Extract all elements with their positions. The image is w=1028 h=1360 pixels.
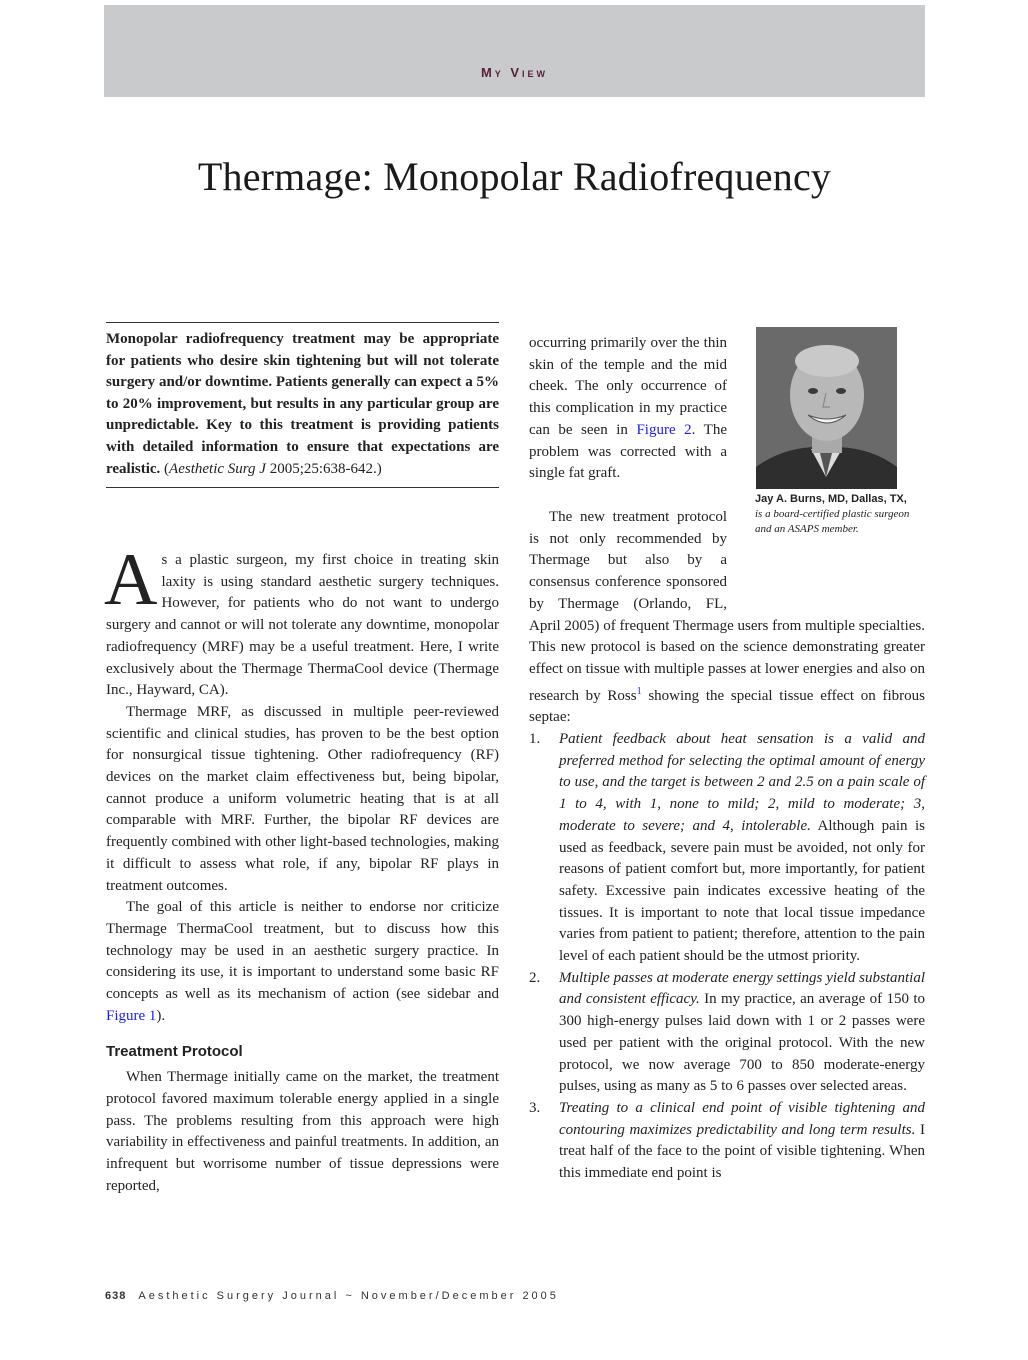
section-heading: Treatment Protocol: [106, 1043, 243, 1061]
list-item: 1. Patient feedback about heat sensation is a valid and preferred method for selecting the optimal amount of energy to use, and the target is between 2 and 2.5 on a pain scale of 1 to 4, with 1, none to mild; 2, mild to moderate; 3, moderate to severe; and 4, intolerable. Although pain is used as feedback, severe pain must be avoided, not only for reasons of patient comfort but, more importantly, for patient safety. Excessive pain indicates excessive heating of the tissues. It is important to note that local tissue impedance varies from patient to patient; therefore, attention to the pain level of each patient should be the utmost priority.: [529, 731, 926, 965]
drop-cap: A: [104, 539, 158, 621]
abstract-citation: (Aesthetic Surg J 2005;25:638-642.): [164, 460, 382, 477]
figure-2-link[interactable]: Figure 2: [636, 421, 692, 438]
list-item: 3. Treating to a clinical end point of visible tightening and contouring maximizes predictability and long term results. I treat half of the face to the point of visible tightening. When this immediate end point is: [529, 1099, 925, 1182]
section-label: My View: [480, 65, 549, 80]
article-title: Thermage: Monopolar Radiofrequency: [197, 154, 832, 199]
abstract-body: Monopolar radiofrequency treatment may be appropriate for patients who desire skin tightening but will not tolerate surgery and/or downtime. Patients generally can expect a 5% to 20% improvement, but results in any particular group are unpredictable. Key to this treatment is providing patients with detailed information to ensure that expectations are realistic.: [106, 331, 499, 477]
page-number: 638: [105, 1290, 127, 1302]
paragraph: When Thermage initially came on the market, the treatment protocol favored maximum tolerable energy applied in a single pass. The problems resulting from this approach were high variability in effectiveness and painful treatments. In addition, an infrequent but worrisome number of tissue depressions were reported,: [106, 1069, 499, 1194]
paragraph: The new treatment protocol is not only recommended by Thermage but also by a consensus conference sponsored by Thermage (Orlando, FL, April 2005) of frequent Thermage users from multiple specialties. This new protocol is based on the science demonstrating greater effect on tissue with multiple passes at lower energies and also on research by Ross$^1$ showing the special tissue effect on fibrous septae:: [529, 509, 925, 726]
figure-1-link[interactable]: Figure 1: [106, 1007, 157, 1024]
right-column-narrow: [529, 333, 727, 485]
right-column: [529, 507, 925, 1185]
intro-paragraph: As a plastic surgeon, my first choice in treating skin laxity is using standard aesthetic surgery techniques. However, for patients who do not want to undergo surgery and cannot or will not tolerate any downtime, monopolar radiofrequency (MRF) may be a useful treatment. Here, I write exclusively about the Thermage ThermaCool device (Thermage Inc., Hayward, CA).: [104, 539, 499, 699]
protocol-list: [529, 729, 925, 1185]
journal-issue: Aesthetic Surgery Journal ~ November/December 2005: [138, 1290, 559, 1302]
author-portrait-icon: [756, 327, 897, 489]
left-column: [104, 539, 499, 1197]
author-name: Jay A. Burns, MD, Dallas, TX,: [755, 493, 907, 505]
list-item: 2. Multiple passes at moderate energy settings yield substantial and consistent efficacy. In my practice, an average of 150 to 300 high-energy pulses laid down with 1 or 2 passes were used per patient with the original protocol. With the new protocol, we now average 700 to 850 moderate-energy pulses, using as many as 5 to 6 passes over selected areas.: [529, 969, 925, 1095]
paragraph: occurring primarily over the thin skin of the temple and the mid cheek. The only occurrence of this complication in my practice can be seen in Figure 2. The problem was corrected with a single fat graft.: [529, 335, 727, 482]
section-band: [104, 5, 925, 97]
paragraph: Thermage MRF, as discussed in multiple peer-reviewed scientific and clinical studies, has proven to be the best option for nonsurgical tissue tightening. Other radiofrequency (RF) devices on the market claim effectiveness but, being bipolar, cannot produce a uniform volumetric heating that is at all comparable with MRF. Further, the bipolar RF devices are frequently combined with other light-based technologies, making it difficult to assess what role, if any, bipolar RF plays in treatment outcomes.: [106, 703, 499, 894]
author-photo: [756, 327, 897, 489]
page-footer: [105, 1290, 559, 1302]
abstract: [106, 322, 499, 488]
reference-marker[interactable]: 1: [636, 685, 642, 697]
author-role: is a board-certified plastic surgeon and an ASAPS member.: [755, 508, 910, 535]
paragraph: The goal of this article is neither to endorse nor criticize Thermage ThermaCool treatment, but to discuss how this technology may be used in an aesthetic surgery practice. In considering its use, it is important to understand some basic RF concepts as well as its mechanism of action (see sidebar and Figure 1).: [106, 899, 499, 1024]
